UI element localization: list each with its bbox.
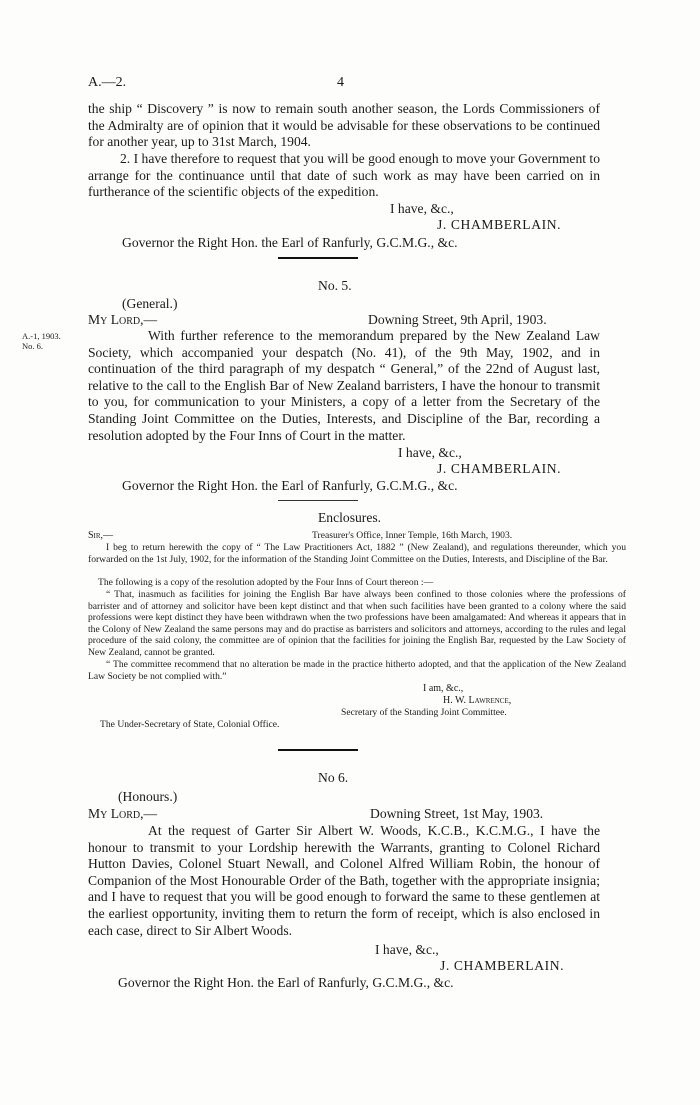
enclosure-paragraph-1: I beg to return herewith the copy of “ The Law Practitioners Act, 1882 ” (New Zealand), and regulations thereunder, which you forwarded on the 1st July, 1902, for the information of the Standing Joint Committee on the Duties, Interests, and Discipline of the Bar. <box>88 542 626 565</box>
enclosure-closing: I am, &c., <box>423 683 464 694</box>
section-divider-2 <box>278 749 358 751</box>
despatch-6-heading: No 6. <box>318 770 349 785</box>
despatch-5-addressee: Governor the Right Hon. the Earl of Ranfurly, G.C.M.G., &c. <box>122 478 458 493</box>
enclosure-salutation: Sir,— <box>88 530 114 541</box>
enclosure-signer-title: Secretary of the Standing Joint Committee. <box>341 707 507 718</box>
continuation-paragraph-2: 2. I have therefore to request that you will be good enough to move your Government to arrange for the continuance until that date of such work as may have been carried on in furtherance of the scientific objects of the expedition. <box>88 151 600 200</box>
margin-note-number: No. 6. <box>22 341 44 351</box>
enclosure-paragraph-2: The following is a copy of the resolution adopted by the Four Inns of Court thereon :— <box>98 577 434 588</box>
despatch-6-salutation: My Lord,— <box>88 806 158 821</box>
despatch-6-body: At the request of Garter Sir Albert W. Woods, K.C.B., K.C.M.G., I have the honour to transmit to your Lordship herewith the Warrants, granting to Colonel Richard Hutton Davies, Colonel Stuart Newall, and Colonel Alfred William Robin, the honour of Companion of the Most Honourable Order of the Bath, together with the appropriate insignia; and I have to request that you will be good enough to forward the same to these gentlemen at the earliest opportunity, inviting them to return the form of receipt, which is also enclosed in each case, direct to Sir Albert Woods. <box>88 823 600 938</box>
despatch-5-body: With further reference to the memorandum prepared by the New Zealand Law Society, which accompanied your despatch (No. 41), of the 9th May, 1902, and in continuation of the third paragraph of my despatch “ General,” of the 22nd of August last, relative to the call to the English Bar of New Zealand barristers, I have the honour to transmit to you, for communication to your Ministers, a copy of a letter from the Secretary of the Standing Joint Committee on the Duties, Interests, and Discipline of the Bar, recording a resolution adopted by the Four Inns of Court in the matter. <box>88 328 600 443</box>
despatch-6-category: (Honours.) <box>118 789 178 804</box>
despatch-6-addressee: Governor the Right Hon. the Earl of Ranfurly, G.C.M.G., &c. <box>118 975 454 990</box>
despatch-6-closing: I have, &c., <box>375 942 439 957</box>
continuation-addressee: Governor the Right Hon. the Earl of Ranfurly, G.C.M.G., &c. <box>122 235 458 250</box>
enclosure-resolution: “ That, inasmuch as facilities for joining the English Bar have always been confined to those colonies where the professions of barrister and of attorney and solicitor have been kept distinct and that when such facilities have been granted to a colony where the said professions were kept distinct they have been withdrawn when the two professions have been amalgamated: And whereas it appears that in the Colony of New Zealand the same persons may and do practise as barristers and solicitors and attorneys, according to the rules and legal procedure of the said colony, the committee are of opinion that the facilities for joining the English Bar, requested by the Law Society of New Zealand, cannot be granted. <box>88 589 626 658</box>
enclosure-signature: H. W. Lawrence, <box>443 695 512 706</box>
margin-note-ref: A.-1, 1903. <box>22 331 61 341</box>
section-divider <box>278 257 358 259</box>
despatch-5-salutation: My Lord,— <box>88 312 158 327</box>
continuation-paragraph-1: the ship “ Discovery ” is now to remain south another season, the Lords Commissioners of the Admiralty are of opinion that it would be advisable for these observations to be continued for another year, up to 31st March, 1904. <box>88 101 600 150</box>
despatch-5-category: (General.) <box>122 296 178 311</box>
continuation-closing: I have, &c., <box>390 201 454 216</box>
enclosure-place-date: Treasurer's Office, Inner Temple, 16th March, 1903. <box>312 530 513 541</box>
despatch-6-signature: J. CHAMBERLAIN. <box>440 958 565 973</box>
despatch-5-closing: I have, &c., <box>398 445 462 460</box>
despatch-5-place-date: Downing Street, 9th April, 1903. <box>368 312 547 327</box>
continuation-signature: J. CHAMBERLAIN. <box>437 217 562 232</box>
enclosure-recommendation: “ The committee recommend that no alteration be made in the practice hitherto adopted, and that the application of the New Zealand Law Society be not complied with.” <box>88 659 626 682</box>
enclosure-divider <box>278 500 358 501</box>
enclosure-addressee: The Under-Secretary of State, Colonial Office. <box>100 719 280 730</box>
enclosure-heading: Enclosures. <box>318 510 382 525</box>
despatch-5-signature: J. CHAMBERLAIN. <box>437 461 562 476</box>
despatch-5-heading: No. 5. <box>318 278 352 293</box>
header-ref: A.—2. <box>88 75 127 90</box>
despatch-6-place-date: Downing Street, 1st May, 1903. <box>370 806 544 821</box>
page-number: 4 <box>337 75 344 90</box>
